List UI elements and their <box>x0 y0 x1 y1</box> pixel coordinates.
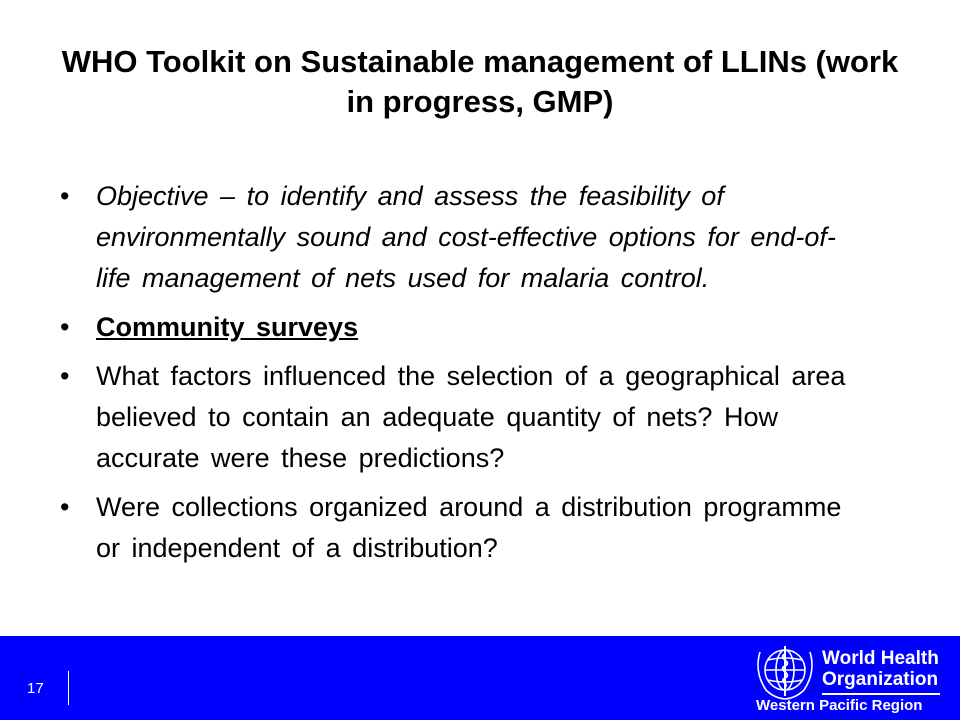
org-name <box>822 648 939 690</box>
bullet-collections <box>60 487 850 569</box>
bullet-community-surveys <box>60 307 850 348</box>
bullet-text: What factors influenced the selection of a geographical area believed to contain an adequate quantity of nets? How accurate were these predictions? <box>96 361 846 473</box>
org-name-line2: Organization <box>822 669 939 690</box>
bullet-factors <box>60 356 850 479</box>
org-name-line1: World Health <box>822 648 939 669</box>
who-emblem-icon <box>752 642 818 702</box>
bullet-marker: • <box>60 181 70 211</box>
bullet-text: Were collections organized around a distribution programme or independent of a distribution? <box>96 492 842 563</box>
slide-title: WHO Toolkit on Sustainable management of LLINs (work in progress, GMP) <box>61 44 899 119</box>
org-name-rule <box>822 693 940 695</box>
page-number-divider <box>68 671 69 705</box>
bullet-marker: • <box>60 312 70 342</box>
region-label: Western Pacific Region <box>756 697 923 714</box>
page-number: 17 <box>27 680 44 697</box>
bullet-objective <box>60 176 850 299</box>
bullet-text: Objective – to identify and assess the feasibility of environmentally sound and cost-effective options for end-of-life management of nets used for malaria control. <box>96 181 836 293</box>
bullet-marker: • <box>60 492 70 522</box>
bullet-list <box>60 176 850 577</box>
bullet-marker: • <box>60 361 70 391</box>
bullet-text: Community surveys <box>96 312 359 342</box>
